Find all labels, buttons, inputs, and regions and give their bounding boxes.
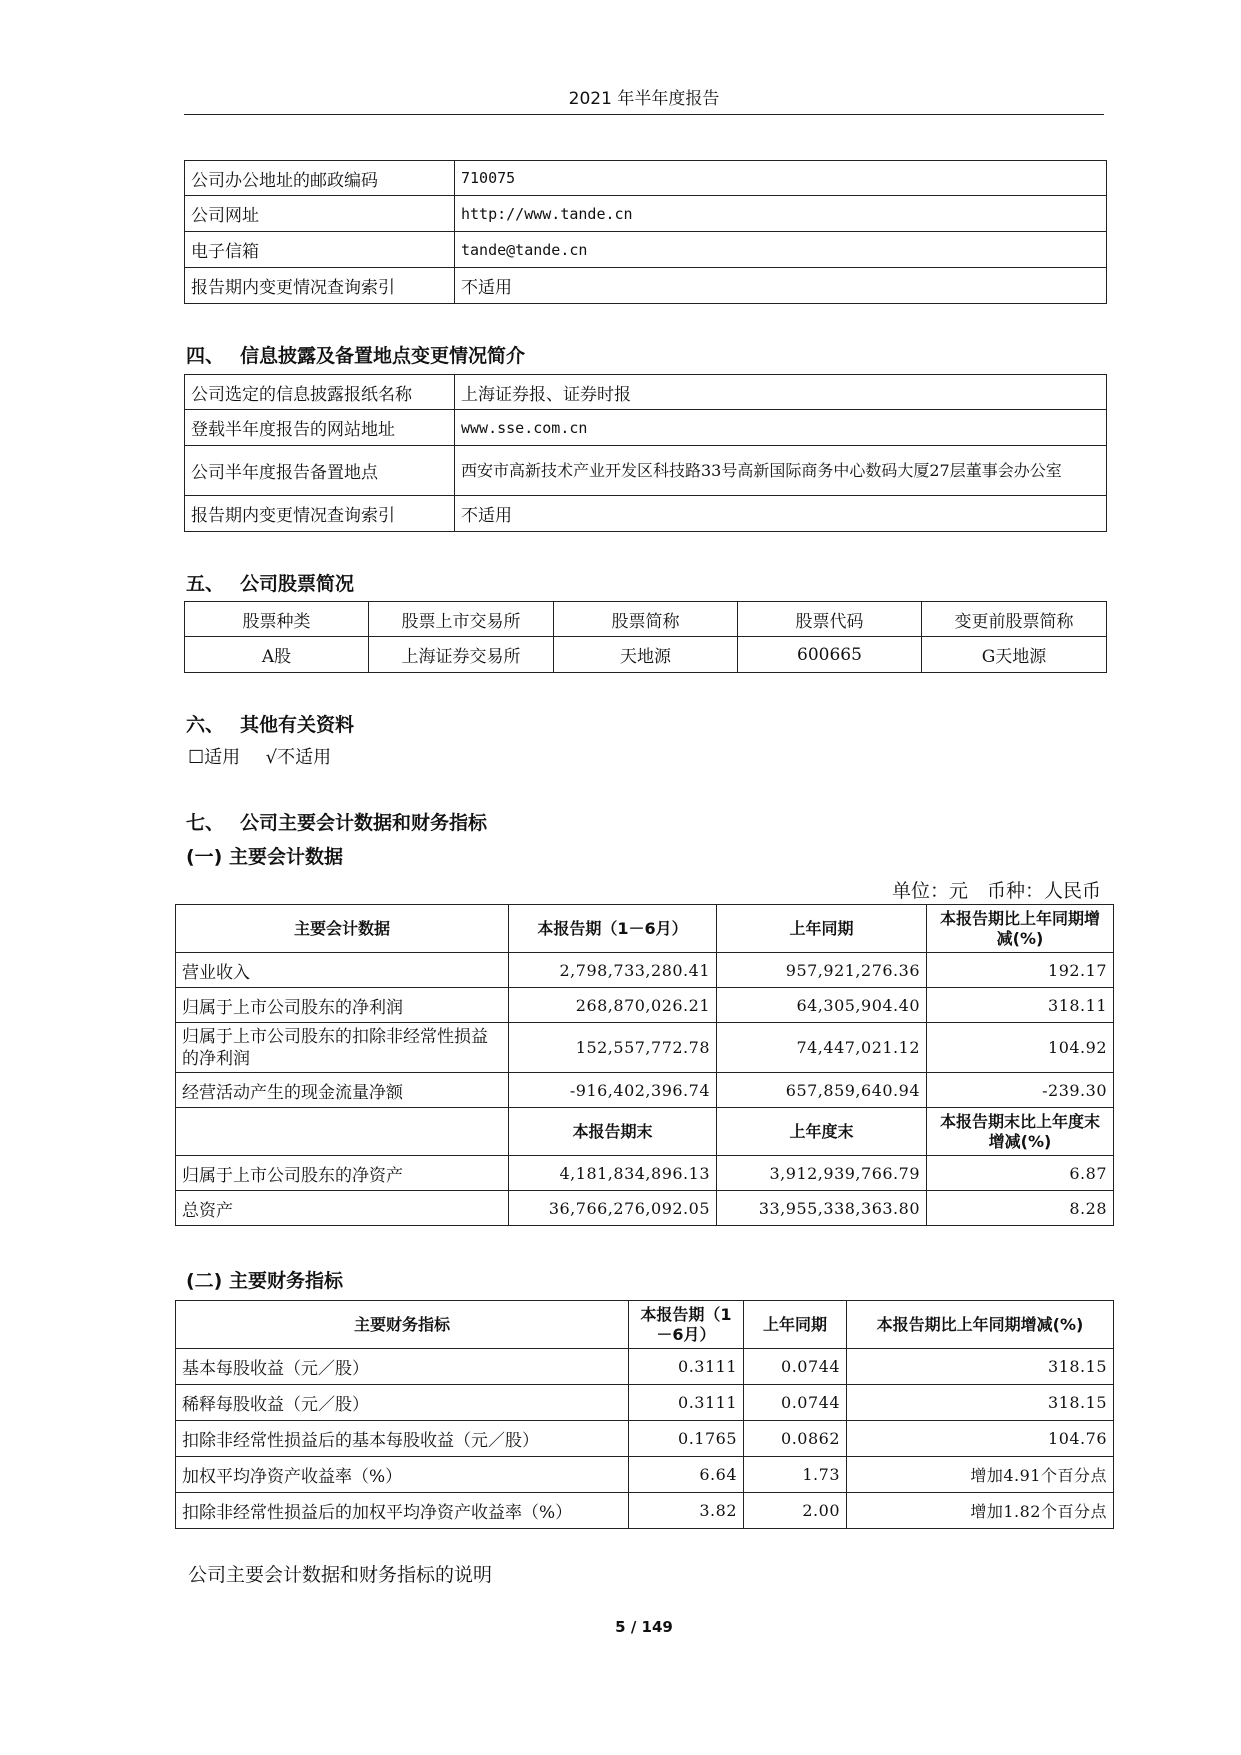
table-row <box>176 1457 1114 1493</box>
table-row <box>176 1156 1114 1191</box>
table-cell: 600665 <box>738 637 922 673</box>
change-value: 318.15 <box>847 1349 1114 1385</box>
table-cell: G天地源 <box>922 637 1107 673</box>
row-label: 归属于上市公司股东的扣除非经常性损益的净利润 <box>176 1023 509 1073</box>
column-header: 本报告期末 <box>509 1108 717 1156</box>
row-label: 报告期内变更情况查询索引 <box>185 496 455 532</box>
column-header: 上年同期 <box>717 905 927 953</box>
column-header: 本报告期比上年同期增减(%) <box>927 905 1114 953</box>
contact-table <box>184 160 1107 304</box>
table-header-row <box>176 905 1114 953</box>
column-header: 上年同期 <box>744 1301 847 1349</box>
column-header <box>176 1108 509 1156</box>
table-header-row <box>176 1108 1114 1156</box>
change-value: 104.76 <box>847 1421 1114 1457</box>
table-row <box>176 1073 1114 1108</box>
row-label: 总资产 <box>176 1191 509 1226</box>
row-value: www.sse.com.cn <box>455 410 1107 446</box>
row-value: 不适用 <box>455 268 1107 304</box>
prior-value: 2.00 <box>744 1493 847 1529</box>
current-value: 4,181,834,896.13 <box>509 1156 717 1191</box>
row-label: 加权平均净资产收益率（%） <box>176 1457 629 1493</box>
table-row <box>185 496 1107 532</box>
row-label: 归属于上市公司股东的净利润 <box>176 988 509 1023</box>
table-header-row <box>185 602 1107 637</box>
table-row <box>185 446 1107 496</box>
column-header: 本报告期（1－6月） <box>629 1301 744 1349</box>
change-value: 318.11 <box>927 988 1114 1023</box>
prior-value: 33,955,338,363.80 <box>717 1191 927 1226</box>
change-value: 8.28 <box>927 1191 1114 1226</box>
applicable-checkbox: ☐适用 <box>188 747 241 768</box>
unit-note: 单位：元 币种：人民币 <box>891 880 1101 902</box>
prior-value: 0.0862 <box>744 1421 847 1457</box>
table-row <box>185 196 1107 232</box>
table-row <box>176 1349 1114 1385</box>
prior-value: 64,305,904.40 <box>717 988 927 1023</box>
table-header-row <box>176 1301 1114 1349</box>
header-rule <box>184 114 1104 115</box>
section-number: 四、 <box>186 345 225 367</box>
change-value: 318.15 <box>847 1385 1114 1421</box>
prior-value: 657,859,640.94 <box>717 1073 927 1108</box>
row-label: 扣除非经常性损益后的基本每股收益（元／股） <box>176 1421 629 1457</box>
row-label: 经营活动产生的现金流量净额 <box>176 1073 509 1108</box>
row-label: 稀释每股收益（元／股） <box>176 1385 629 1421</box>
row-label: 归属于上市公司股东的净资产 <box>176 1156 509 1191</box>
section-heading <box>186 808 487 835</box>
table-row <box>185 375 1107 410</box>
section-title: 信息披露及备置地点变更情况简介 <box>240 345 526 367</box>
section-title: 公司主要会计数据和财务指标 <box>240 812 488 834</box>
row-value: 上海证券报、证券时报 <box>455 375 1107 410</box>
table-row <box>185 161 1107 196</box>
row-value: 不适用 <box>455 496 1107 532</box>
section-number: 六、 <box>186 714 225 736</box>
current-value: 0.1765 <box>629 1421 744 1457</box>
table-cell: A股 <box>185 637 369 673</box>
row-label: 公司选定的信息披露报纸名称 <box>185 375 455 410</box>
section-title: 其他有关资料 <box>240 714 355 736</box>
row-value: 710075 <box>455 161 1107 196</box>
applicability-line <box>188 743 331 769</box>
table-cell: 天地源 <box>554 637 738 673</box>
section-heading <box>186 341 525 368</box>
prior-value: 0.0744 <box>744 1385 847 1421</box>
disclosure-table <box>184 374 1107 532</box>
row-label: 登载半年度报告的网站地址 <box>185 410 455 446</box>
section-number: 五、 <box>186 573 225 595</box>
change-value: 192.17 <box>927 953 1114 988</box>
table-row <box>176 1493 1114 1529</box>
column-header: 股票简称 <box>554 602 738 637</box>
section-number: 七、 <box>186 812 225 834</box>
column-header: 变更前股票简称 <box>922 602 1107 637</box>
change-value: 增加1.82个百分点 <box>847 1493 1114 1529</box>
prior-value: 0.0744 <box>744 1349 847 1385</box>
current-value: 3.82 <box>629 1493 744 1529</box>
subsection-heading: (一) 主要会计数据 <box>186 846 343 868</box>
financial-indicators-table <box>175 1300 1114 1529</box>
explanation-note: 公司主要会计数据和财务指标的说明 <box>188 1564 493 1586</box>
section-heading <box>186 710 354 737</box>
table-row <box>176 1023 1114 1073</box>
table-row <box>176 988 1114 1023</box>
column-header: 股票代码 <box>738 602 922 637</box>
page-header: 2021 年半年度报告 <box>568 89 720 109</box>
table-cell: 上海证券交易所 <box>369 637 554 673</box>
prior-value: 957,921,276.36 <box>717 953 927 988</box>
column-header: 股票上市交易所 <box>369 602 554 637</box>
row-value: 西安市高新技术产业开发区科技路33号高新国际商务中心数码大厦27层董事会办公室 <box>455 446 1107 496</box>
current-value: -916,402,396.74 <box>509 1073 717 1108</box>
subsection-heading: (二) 主要财务指标 <box>186 1270 343 1292</box>
column-header: 本报告期（1－6月） <box>509 905 717 953</box>
section-title: 公司股票简况 <box>240 573 355 595</box>
column-header: 主要会计数据 <box>176 905 509 953</box>
column-header: 股票种类 <box>185 602 369 637</box>
current-value: 0.3111 <box>629 1349 744 1385</box>
table-row <box>185 232 1107 268</box>
column-header: 主要财务指标 <box>176 1301 629 1349</box>
change-value: -239.30 <box>927 1073 1114 1108</box>
table-row <box>176 1385 1114 1421</box>
row-label: 公司半年度报告备置地点 <box>185 446 455 496</box>
table-row <box>185 410 1107 446</box>
row-value: tande@tande.cn <box>455 232 1107 268</box>
row-label: 公司网址 <box>185 196 455 232</box>
row-label: 报告期内变更情况查询索引 <box>185 268 455 304</box>
current-value: 152,557,772.78 <box>509 1023 717 1073</box>
change-value: 增加4.91个百分点 <box>847 1457 1114 1493</box>
current-value: 268,870,026.21 <box>509 988 717 1023</box>
column-header: 上年度末 <box>717 1108 927 1156</box>
column-header: 本报告期比上年同期增减(%) <box>847 1301 1114 1349</box>
prior-value: 74,447,021.12 <box>717 1023 927 1073</box>
current-value: 36,766,276,092.05 <box>509 1191 717 1226</box>
current-value: 2,798,733,280.41 <box>509 953 717 988</box>
change-value: 6.87 <box>927 1156 1114 1191</box>
table-row <box>176 1191 1114 1226</box>
current-value: 6.64 <box>629 1457 744 1493</box>
row-value: http://www.tande.cn <box>455 196 1107 232</box>
accounting-data-table <box>175 904 1114 1226</box>
prior-value: 3,912,939,766.79 <box>717 1156 927 1191</box>
table-row <box>185 637 1107 673</box>
not-applicable-checkbox: √不适用 <box>265 747 332 768</box>
table-row <box>176 953 1114 988</box>
row-label: 基本每股收益（元／股） <box>176 1349 629 1385</box>
page-number: 5 / 149 <box>615 1618 673 1636</box>
table-row <box>176 1421 1114 1457</box>
column-header: 本报告期末比上年度末增减(%) <box>927 1108 1114 1156</box>
prior-value: 1.73 <box>744 1457 847 1493</box>
section-heading <box>186 569 354 596</box>
row-label: 电子信箱 <box>185 232 455 268</box>
row-label: 公司办公地址的邮政编码 <box>185 161 455 196</box>
row-label: 扣除非经常性损益后的加权平均净资产收益率（%） <box>176 1493 629 1529</box>
stock-table <box>184 601 1107 673</box>
row-label: 营业收入 <box>176 953 509 988</box>
table-row <box>185 268 1107 304</box>
current-value: 0.3111 <box>629 1385 744 1421</box>
change-value: 104.92 <box>927 1023 1114 1073</box>
